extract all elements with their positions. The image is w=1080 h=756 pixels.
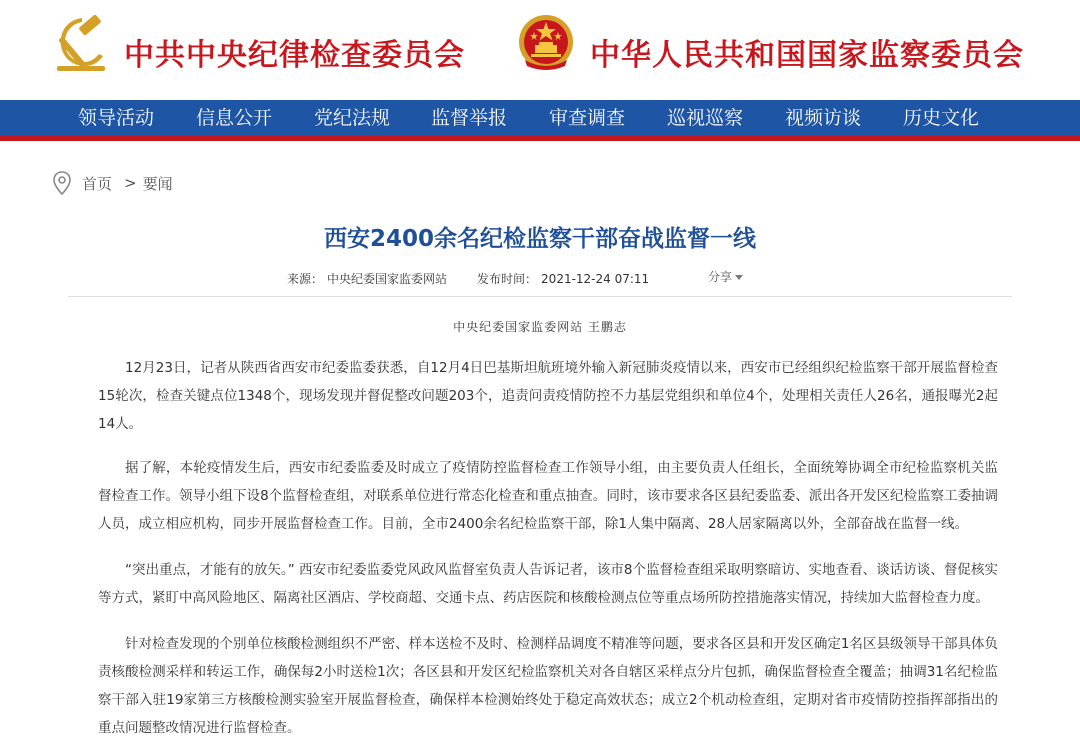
breadcrumb-home-link[interactable]: 首页 [82, 174, 113, 193]
site-header [0, 0, 1080, 100]
nav-divider [0, 136, 1080, 141]
nav-item-history[interactable]: 历史文化 [903, 107, 980, 129]
time-label: 发布时间： [477, 272, 538, 286]
main-nav [0, 100, 1080, 136]
source-value: 中央纪委国家监委网站 [327, 272, 448, 286]
article-paragraph: 据了解，本轮疫情发生后，西安市纪委监委及时成立了疫情防控监督检查工作领导小组，由主要负责人任组长，全面统筹协调全市纪检监察机关监督检查工作。领导小组下设8个监督检查组，对联系单位进行常态化检查和重点抽查。同时，该市要求各区县纪委监委、派出各开发区纪检监察工委抽调人员，成立相应机构，同步开展监督检查工作。目前，全市2400余名纪检监察干部，除1人集中隔离、28人居家隔离以外，全部奋战在监督一线。 [98, 460, 998, 532]
article-body [98, 354, 998, 756]
national-emblem-icon[interactable] [515, 12, 577, 74]
chevron-down-icon [735, 275, 743, 280]
nav-item-investigation[interactable]: 审查调查 [549, 107, 626, 129]
article-meta [287, 270, 653, 287]
org-title-nsc[interactable]: 中华人民共和国国家监察委员会 [590, 38, 1024, 73]
meta-divider [68, 296, 1012, 297]
party-emblem-icon[interactable] [53, 12, 111, 74]
nav-item-leadership[interactable]: 领导活动 [78, 107, 155, 129]
article-byline: 中央纪委国家监委网站 王鹏志 [453, 320, 627, 334]
breadcrumb-separator: > [124, 174, 137, 192]
nav-item-inspection[interactable]: 巡视巡察 [667, 107, 744, 129]
article-paragraph: 12月23日，记者从陕西省西安市纪委监委获悉，自12月4日巴基斯坦航班境外输入新冠肺炎疫情以来，西安市已经组织纪检监察干部开展监督检查15轮次，检查关键点位1348个，现场发现并督促整改问题203个，追责问责疫情防控不力基层党组织和单位4个，处理相关责任人26名，通报曝光2起14人。 [98, 360, 998, 432]
nav-item-video[interactable]: 视频访谈 [785, 107, 862, 129]
org-title-ccdi[interactable]: 中共中央纪律检查委员会 [124, 38, 465, 73]
share-button[interactable] [708, 268, 743, 285]
breadcrumb-current-link[interactable]: 要闻 [142, 174, 173, 193]
location-pin-icon [52, 171, 72, 195]
article-paragraph: “突出重点，才能有的放矢。” 西安市纪委监委党风政风监督室负责人告诉记者，该市8个监督检查组采取明察暗访、实地查看、谈话访谈、督促核实等方式，紧盯中高风险地区、隔离社区酒店、学校商超、交通卡点、药店医院和核酸检测点位等重点场所防控措施落实情况，持续加大监督检查力度。 [98, 562, 998, 606]
article-title: 西安2400余名纪检监察干部奋战监督一线 [323, 226, 756, 252]
breadcrumb [52, 170, 173, 196]
nav-item-party-rules[interactable]: 党纪法规 [314, 107, 391, 129]
article-paragraph: 针对检查发现的个别单位核酸检测组织不严密、样本送检不及时、检测样品调度不精准等问题，要求各区县和开发区确定1名区县级领导干部具体负责核酸检测采样和转运工作，确保每2小时送检1次；各区县和开发区纪检监察机关对各自辖区采样点分片包抓，确保监督检查全覆盖；抽调31名纪检监察干部入驻19家第三方核酸检测实验室开展监督检查，确保样本检测始终处于稳定高效状态；成立2个机动检查组，定期对省市疫情防控指挥部指出的重点问题整改情况进行监督检查。 [98, 636, 998, 736]
time-value: 2021-12-24 07:11 [541, 272, 650, 286]
source-label: 来源： [287, 272, 324, 286]
nav-item-info-disclosure[interactable]: 信息公开 [196, 107, 273, 129]
share-label: 分享 [708, 270, 733, 284]
nav-item-report[interactable]: 监督举报 [431, 107, 508, 129]
